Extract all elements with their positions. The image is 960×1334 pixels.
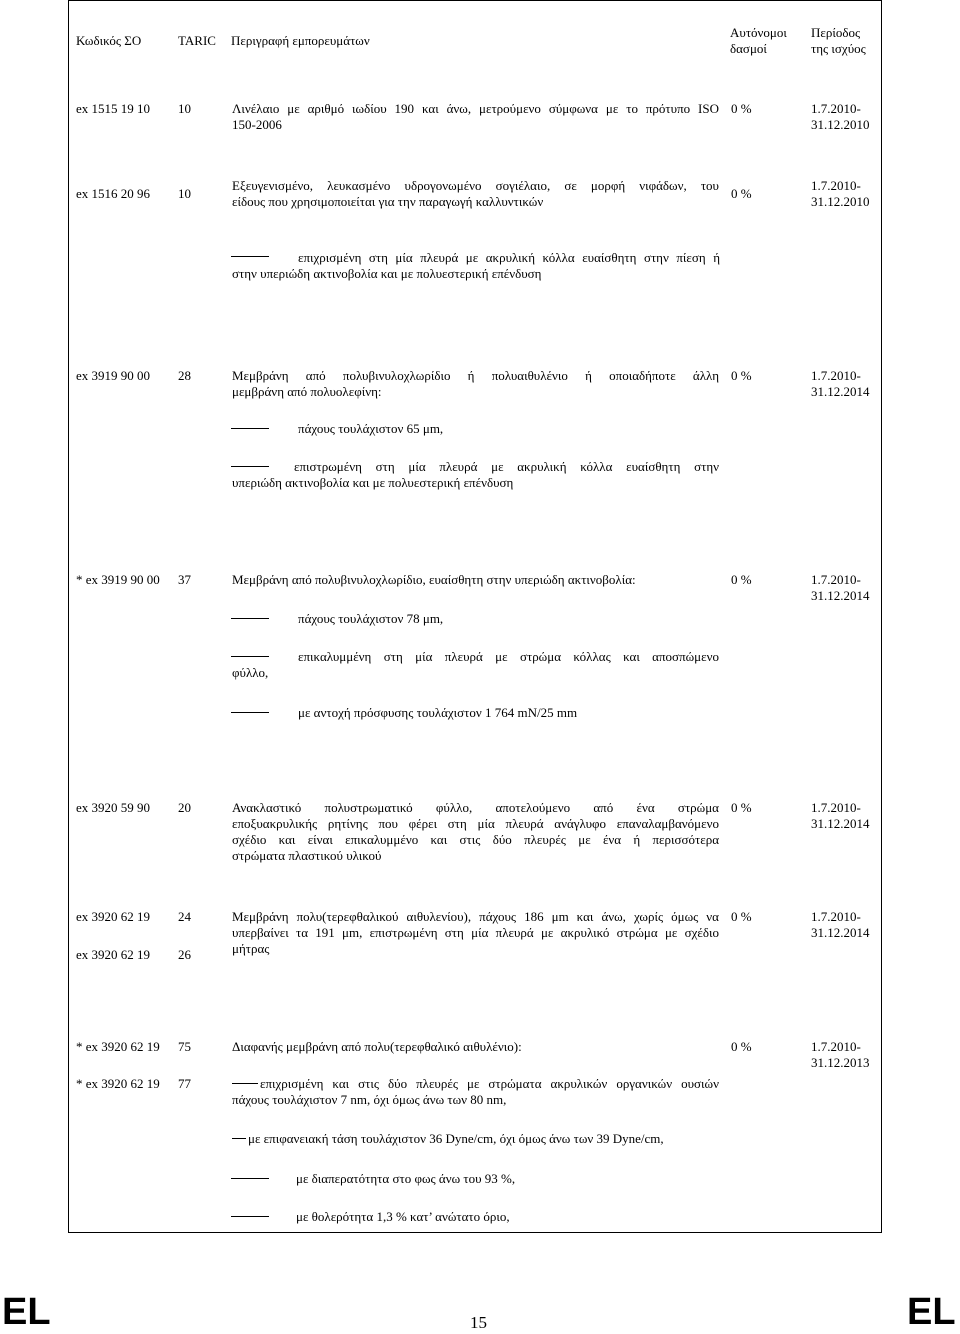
description-line: σχέδιο και είναι επικαλυμμένο και στις δύο πλευρές με ένα ή περισσότερα <box>232 832 719 847</box>
cn-code: ex 3920 62 19 <box>76 947 151 962</box>
header-period-line2: της ισχύος <box>811 41 866 56</box>
description-line: είδους που χρησιμοποιείται για την παραγωγή καλλυντικών <box>232 194 544 209</box>
cn-code: ex 1515 19 10 <box>76 101 151 116</box>
taric-code: 75 <box>178 1039 191 1054</box>
indent-dash <box>231 466 269 467</box>
validity-start: 1.7.2010- <box>811 368 861 383</box>
table-top-border <box>68 0 882 1</box>
description-line: Ανακλαστικό πολυστρωματικό φύλλο, αποτελούμενο από ένα στρώμα <box>232 800 719 815</box>
validity-start: 1.7.2010- <box>811 178 861 193</box>
duty-rate: 0 % <box>731 572 752 587</box>
description-line: υπεριώδη ακτινοβολία και με πολυεστερική επένδυση <box>232 475 514 490</box>
description-line: υπερβαίνει τα 191 μm, επιστρωμένη στη μία πλευρά με ακρυλικό στρώμα με σχέδιο <box>232 925 719 940</box>
description-line: πάχους τουλάχιστον 65 μm, <box>298 421 444 436</box>
description-line: Μεμβράνη από πολυβινυλοχλωρίδιο, ευαίσθητη στην υπεριώδη ακτινοβολία: <box>232 572 636 587</box>
table-bottom-border <box>68 1232 882 1233</box>
description-line: με διαπερατότητα στο φως άνω του 93 %, <box>296 1171 516 1186</box>
duty-rate: 0 % <box>731 368 752 383</box>
description-line: Λινέλαιο με αριθμό ιωδίου 190 και άνω, μετρούμενο σύμφωνα με το πρότυπο ISO <box>232 101 719 116</box>
indent-dash <box>231 618 269 619</box>
validity-start: 1.7.2010- <box>811 800 861 815</box>
description-line: πάχους τουλάχιστον 78 μm, <box>298 611 444 626</box>
header-duty-line2: δασμοί <box>730 41 767 56</box>
description-line: πάχους τουλάχιστον 7 nm, όχι όμως άνω των 80 nm, <box>232 1092 507 1107</box>
validity-end: 31.12.2014 <box>811 588 870 603</box>
taric-code: 37 <box>178 572 191 587</box>
validity-end: 31.12.2014 <box>811 384 870 399</box>
duty-rate: 0 % <box>731 101 752 116</box>
indent-dash <box>232 1138 246 1139</box>
footer-language-right: EL <box>907 1291 956 1333</box>
description-line: επιχρισμένη στη μία πλευρά με ακρυλική κόλλα ευαίσθητη στην πίεση ή <box>298 250 720 265</box>
validity-start: 1.7.2010- <box>811 572 861 587</box>
indent-dash <box>231 256 269 257</box>
header-description: Περιγραφή εμπορευμάτων <box>231 33 370 48</box>
cn-code: ex 1516 20 96 <box>76 186 151 201</box>
header-duty-line1: Αυτόνομοι <box>730 25 787 40</box>
cn-code: * ex 3920 62 19 <box>76 1039 160 1054</box>
validity-start: 1.7.2010- <box>811 1039 861 1054</box>
header-period-line1: Περίοδος <box>811 25 861 40</box>
description-line: Μεμβράνη από πολυβινυλοχλωρίδιο ή πολυαιθυλένιο ή οποιαδήποτε άλλη <box>232 368 719 383</box>
validity-end: 31.12.2010 <box>811 117 870 132</box>
taric-code: 24 <box>178 909 191 924</box>
indent-dash <box>232 1083 258 1084</box>
description-line: εποξυακρυλικής ρητίνης που φέρει στη μία πλευρά ανάγλυφο επαναλαμβανόμενο <box>232 816 719 831</box>
cn-code: * ex 3920 62 19 <box>76 1076 160 1091</box>
description-line: μήτρας <box>232 941 270 956</box>
description-line: επικαλυμμένη στη μία πλευρά με στρώμα κόλλας και αποσπώμενο <box>298 649 719 664</box>
indent-dash <box>231 1178 269 1179</box>
duty-rate: 0 % <box>731 1039 752 1054</box>
taric-code: 20 <box>178 800 191 815</box>
indent-dash <box>231 656 269 657</box>
header-code: Κωδικός ΣΟ <box>76 33 142 48</box>
description-line: επιστρωμένη στη μία πλευρά με ακρυλική κόλλα ευαίσθητη στην <box>294 459 719 474</box>
description-line: με επιφανειακή τάση τουλάχιστον 36 Dyne/cm, όχι όμως άνω των 39 Dyne/cm, <box>248 1131 664 1146</box>
validity-end: 31.12.2013 <box>811 1055 870 1070</box>
validity-end: 31.12.2010 <box>811 194 870 209</box>
cn-code: ex 3920 59 90 <box>76 800 151 815</box>
description-line: 150-2006 <box>232 117 282 132</box>
taric-code: 10 <box>178 101 191 116</box>
description-line: στην υπεριώδη ακτινοβολία και με πολυεστερική επένδυση <box>232 266 542 281</box>
description-line: στρώματα πλαστικού υλικού <box>232 848 382 863</box>
indent-dash <box>231 1216 269 1217</box>
description-line: με αντοχή πρόσφυσης τουλάχιστον 1 764 mN/25 mm <box>298 705 578 720</box>
duty-rate: 0 % <box>731 909 752 924</box>
cn-code: * ex 3919 90 00 <box>76 572 160 587</box>
duty-rate: 0 % <box>731 186 752 201</box>
description-line: επιχρισμένη και στις δύο πλευρές με στρώματα ακρυλικών οργανικών ουσιών <box>260 1076 719 1091</box>
cn-code: ex 3920 62 19 <box>76 909 151 924</box>
description-line: Διαφανής μεμβράνη από πολυ(τερεφθαλικό αιθυλένιο): <box>232 1039 522 1054</box>
taric-code: 10 <box>178 186 191 201</box>
taric-code: 28 <box>178 368 191 383</box>
validity-start: 1.7.2010- <box>811 909 861 924</box>
description-line: μεμβράνη από πολυολεφίνη: <box>232 384 382 399</box>
description-line: φύλλο, <box>232 665 269 680</box>
validity-start: 1.7.2010- <box>811 101 861 116</box>
taric-code: 77 <box>178 1076 191 1091</box>
duty-rate: 0 % <box>731 800 752 815</box>
indent-dash <box>231 428 269 429</box>
taric-code: 26 <box>178 947 191 962</box>
indent-dash <box>231 712 269 713</box>
description-line: με θολερότητα 1,3 % κατ’ ανώτατο όριο, <box>296 1209 510 1224</box>
page-number: 15 <box>470 1313 487 1332</box>
validity-end: 31.12.2014 <box>811 816 870 831</box>
validity-end: 31.12.2014 <box>811 925 870 940</box>
description-line: Εξευγενισμένο, λευκασμένο υδρογονωμένο σογιέλαιο, σε μορφή νιφάδων, του <box>232 178 719 193</box>
footer-language-left: EL <box>2 1291 51 1333</box>
description-line: Μεμβράνη πολυ(τερεφθαλικού αιθυλενίου), πάχους 186 μm και άνω, χωρίς όμως να <box>232 909 719 924</box>
cn-code: ex 3919 90 00 <box>76 368 151 383</box>
header-taric: TARIC <box>178 33 216 48</box>
